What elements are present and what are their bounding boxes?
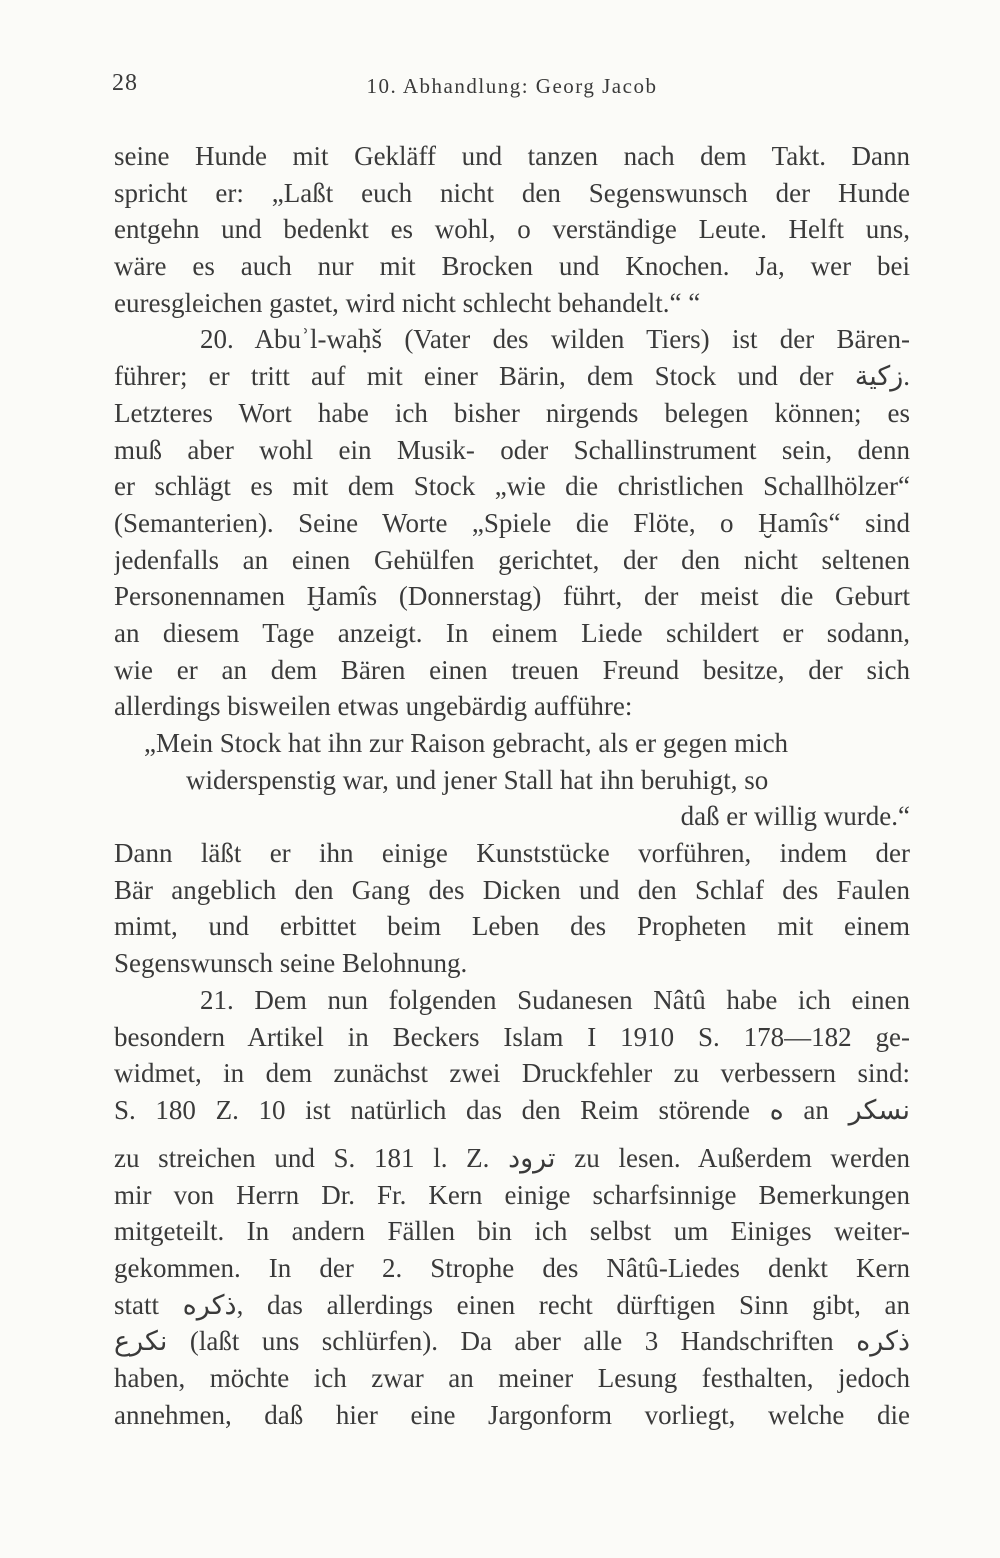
text-line: zu streichen und S. 181 l. Z. ترود zu lesen. Außerdem werden xyxy=(114,1142,910,1173)
text-line: Letzteres Wort habe ich bisher nirgends belegen können; es xyxy=(114,397,910,428)
text-line: نكرع (laßt uns schlürfen). Da aber alle 3 Handschriften ذكره xyxy=(114,1326,910,1357)
text-line: (Semanterien). Seine Worte „Spiele die Flöte, o Ḫamîs“ sind xyxy=(114,507,910,538)
running-title: 10. Abhandlung: Georg Jacob xyxy=(366,74,658,98)
text-line: entgehn und bedenkt es wohl, o verständige Leute. Helft uns, xyxy=(114,214,910,245)
text-line: Personennamen Ḫamîs (Donnerstag) führt, der meist die Geburt xyxy=(114,581,910,612)
text-line: Bär angeblich den Gang des Dicken und den Schlaf des Faulen xyxy=(114,874,910,905)
text-line: S. 180 Z. 10 ist natürlich das den Reim störende ه an نسكر xyxy=(114,1094,910,1125)
text-line: seine Hunde mit Gekläff und tanzen nach dem Takt. Dann xyxy=(114,141,910,171)
text-line: besondern Artikel in Beckers Islam I 1910 S. 178—182 ge- xyxy=(114,1021,910,1052)
text-line: an diesem Tage anzeigt. In einem Liede schildert er sodann, xyxy=(114,617,910,648)
text-line: gekommen. In der 2. Strophe des Nâtû-Liedes denkt Kern xyxy=(114,1252,910,1283)
text-line: mitgeteilt. In andern Fällen bin ich selbst um Einiges weiter- xyxy=(114,1216,910,1247)
verse-line: widerspenstig war, und jener Stall hat ihn beruhigt, so xyxy=(186,764,769,795)
text-line: spricht er: „Laßt euch nicht den Segenswunsch der Hunde xyxy=(114,177,910,208)
text-line: haben, möchte ich zwar an meiner Lesung festhalten, jedoch xyxy=(114,1363,910,1393)
text-line: Segenswunsch seine Belohnung. xyxy=(114,948,468,979)
verse-line: daß er willig wurde.“ xyxy=(680,801,910,832)
text-line: Dann läßt er ihn einige Kunststücke vorführen, indem der xyxy=(114,838,910,869)
text-line: annehmen, daß hier eine Jargonform vorliegt, welche die xyxy=(114,1399,910,1430)
text-line: widmet, in dem zunächst zwei Druckfehler zu verbessern sind: xyxy=(114,1058,910,1089)
running-head xyxy=(112,70,912,106)
text-line: 21. Dem nun folgenden Sudanesen Nâtû habe ich einen xyxy=(200,984,910,1015)
text-line: 20. Abuʾl-waḥš (Vater des wilden Tiers) ist der Bären- xyxy=(200,324,910,355)
text-line: allerdings bisweilen etwas ungebärdig aufführe: xyxy=(114,691,633,722)
page-number: 28 xyxy=(112,70,138,96)
text-line: statt ذكره, das allerdings einen recht dürftigen Sinn gibt, an xyxy=(114,1289,910,1320)
text-line: jedenfalls an einen Gehülfen gerichtet, der den nicht seltenen xyxy=(114,544,910,575)
verse-line: „Mein Stock hat ihn zur Raison gebracht, als er gegen mich xyxy=(144,728,789,758)
text-line: er schlägt es mit dem Stock „wie die christlichen Schallhölzer“ xyxy=(114,471,910,502)
text-line: muß aber wohl ein Musik- oder Schallinstrument sein, denn xyxy=(114,434,910,465)
text-line: wäre es auch nur mit Brocken und Knochen. Ja, wer bei xyxy=(114,251,910,282)
text-line: euresgleichen gastet, wird nicht schlecht behandelt.“ “ xyxy=(114,287,701,318)
text-line: wie er an dem Bären einen treuen Freund besitze, der sich xyxy=(114,654,910,685)
text-line: führer; er tritt auf mit einer Bärin, dem Stock und der زكية. xyxy=(114,361,910,392)
body-text xyxy=(114,138,910,1433)
text-line: mimt, und erbittet beim Leben des Propheten mit einem xyxy=(114,911,910,942)
text-line: mir von Herrn Dr. Fr. Kern einige scharfsinnige Bemerkungen xyxy=(114,1179,910,1210)
